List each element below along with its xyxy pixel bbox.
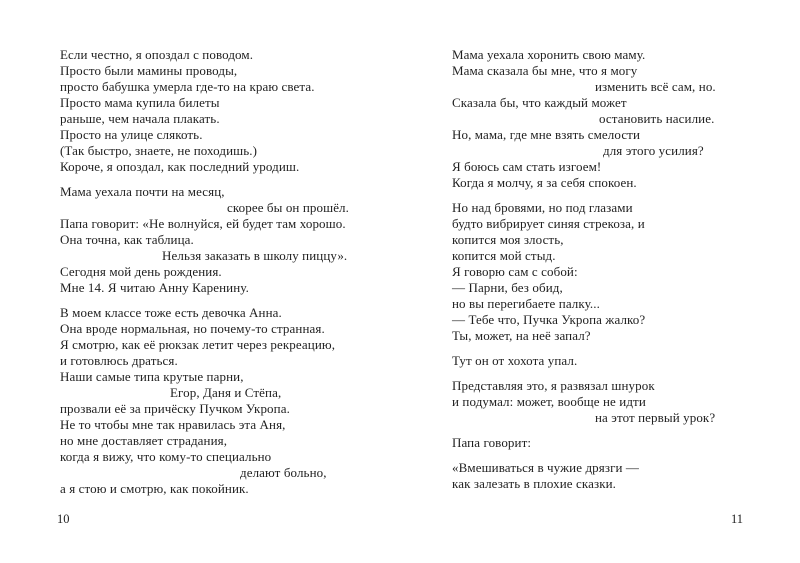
- poem-line: Я говорю сам с собой:: [452, 264, 578, 279]
- poem-line: Ты, может, на неё запал?: [452, 328, 591, 343]
- poem-page-right: [452, 47, 782, 492]
- poem-line: Но над бровями, но под глазами: [452, 200, 633, 215]
- poem-line: изменить всё сам, но.: [595, 79, 716, 94]
- stanza: [60, 305, 400, 497]
- poem-line: будто вибрирует синяя стрекоза, и: [452, 216, 645, 231]
- poem-line: (Так быстро, знаете, не походишь.): [60, 143, 258, 158]
- poem-line: прозвали её за причёску Пучком Укропа.: [60, 401, 290, 416]
- poem-line: Представляя это, я развязал шнурок: [452, 378, 655, 393]
- poem-line: Наши самые типа крутые парни,: [60, 369, 244, 384]
- stanza: [60, 47, 400, 175]
- poem-line: В моем классе тоже есть девочка Анна.: [60, 305, 282, 320]
- poem-line: Просто были мамины проводы,: [60, 63, 238, 78]
- stanza: [452, 378, 782, 426]
- poem-line: Просто мама купила билеты: [60, 95, 220, 110]
- poem-line: Не то чтобы мне так нравилась эта Аня,: [60, 417, 286, 432]
- poem-line: Сказала бы, что каждый может: [452, 95, 627, 110]
- poem-line: просто бабушка умерла где-то на краю света.: [60, 79, 315, 94]
- poem-line: Просто на улице слякоть.: [60, 127, 203, 142]
- stanza: [60, 184, 400, 296]
- stanza: [452, 200, 782, 344]
- poem-line: Мама уехала хоронить свою маму.: [452, 47, 646, 62]
- poem-line: для этого усилия?: [603, 143, 704, 158]
- poem-line: Мне 14. Я читаю Анну Каренину.: [60, 280, 249, 295]
- stanza: [452, 47, 782, 191]
- poem-line: как залезать в плохие сказки.: [452, 476, 617, 491]
- poem-line: Я смотрю, как её рюкзак летит через рекреацию,: [60, 337, 336, 352]
- poem-line: Я боюсь сам стать изгоем!: [452, 159, 602, 174]
- poem-page-left: [60, 47, 400, 497]
- stanza: [452, 460, 782, 492]
- poem-line: Тут он от хохота упал.: [452, 353, 578, 368]
- poem-line: Папа говорит:: [452, 435, 532, 450]
- poem-line: скорее бы он прошёл.: [227, 200, 349, 215]
- poem-line: но мне доставляет страдания,: [60, 433, 228, 448]
- poem-line: Мама сказала бы мне, что я могу: [452, 63, 638, 78]
- poem-line: Нельзя заказать в школу пиццу».: [162, 248, 348, 263]
- poem-line: Мама уехала почти на месяц,: [60, 184, 225, 199]
- stanza: [452, 435, 782, 451]
- poem-line: на этот первый урок?: [595, 410, 716, 425]
- poem-line: когда я вижу, что кому-то специально: [60, 449, 272, 464]
- poem-line: Она точна, как таблица.: [60, 232, 194, 247]
- poem-line: Папа говорит: «Не волнуйся, ей будет там хорошо.: [60, 216, 346, 231]
- poem-line: Она вроде нормальная, но почему-то странная.: [60, 321, 325, 336]
- poem-line: и подумал: может, вообще не идти: [452, 394, 646, 409]
- page-number-right: 11: [731, 512, 744, 526]
- poem-line: — Тебе что, Пучка Укропа жалко?: [452, 312, 646, 327]
- page-number-left: 10: [57, 512, 70, 526]
- stanza: [452, 353, 782, 369]
- poem-line: остановить насилие.: [599, 111, 715, 126]
- poem-line: «Вмешиваться в чужие дрязги —: [452, 460, 640, 475]
- poem-line: делают больно,: [240, 465, 327, 480]
- poem-line: копится моя злость,: [452, 232, 564, 247]
- poem-line: и готовлюсь драться.: [60, 353, 178, 368]
- poem-line: Но, мама, где мне взять смелости: [452, 127, 641, 142]
- poem-line: Если честно, я опоздал с поводом.: [60, 47, 254, 62]
- poem-line: Егор, Даня и Стёпа,: [170, 385, 282, 400]
- poem-line: а я стою и смотрю, как покойник.: [60, 481, 249, 496]
- poem-line: Сегодня мой день рождения.: [60, 264, 222, 279]
- poem-line: Короче, я опоздал, как последний уродиш.: [60, 159, 300, 174]
- poem-line: копится мой стыд.: [452, 248, 556, 263]
- poem-line: Когда я молчу, я за себя спокоен.: [452, 175, 637, 190]
- poem-line: — Парни, без обид,: [452, 280, 563, 295]
- poem-line: но вы перегибаете палку...: [452, 296, 600, 311]
- poem-line: раньше, чем начала плакать.: [60, 111, 220, 126]
